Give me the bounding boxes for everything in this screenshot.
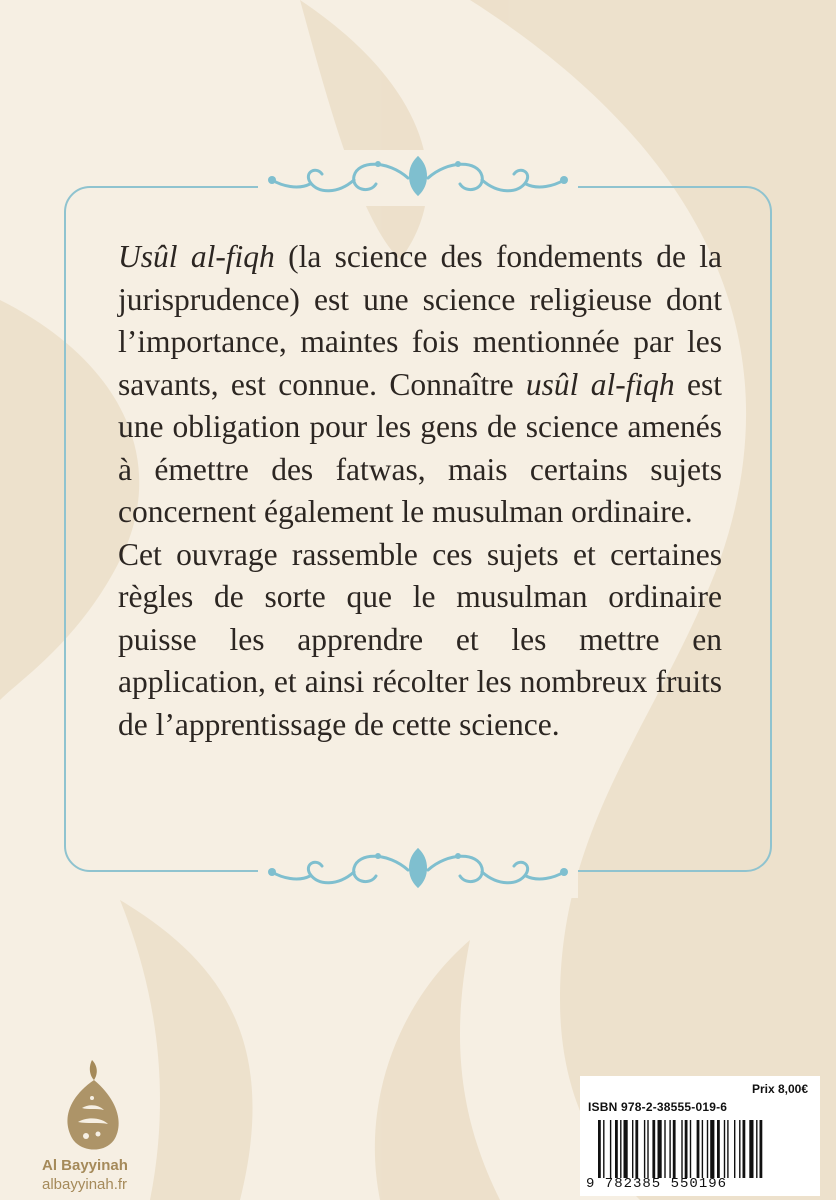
barcode-bar: [652, 1120, 655, 1178]
bottom-scroll-ornament: [258, 842, 578, 898]
publisher-name: Al Bayyinah: [42, 1157, 128, 1174]
publisher-brand: [42, 1156, 152, 1194]
publisher-url: albayyinah.fr: [42, 1176, 128, 1193]
barcode-bar: [760, 1120, 763, 1178]
barcode-bar: [724, 1120, 725, 1178]
blurb-text: (la science des fondements de la jurisprudence) est une science religieuse dont l’importance, maintes fois mentionnée par les savants, est connue. Connaître: [118, 239, 722, 402]
barcode-bars: [596, 1120, 812, 1178]
price-label: Prix 8,00€: [751, 1082, 808, 1096]
barcode-bar: [697, 1120, 700, 1178]
barcode-bar: [739, 1120, 740, 1178]
barcode-bar: [707, 1120, 708, 1178]
barcode-bar: [647, 1120, 648, 1178]
blurb-paragraph-1: [118, 236, 722, 534]
barcode-bar: [756, 1120, 757, 1178]
barcode-bar: [632, 1120, 633, 1178]
barcode-bar: [664, 1120, 665, 1178]
term-usul-al-fiqh: usûl al-fiqh: [525, 366, 675, 402]
barcode-bar: [727, 1120, 728, 1178]
barcode-bar: [635, 1120, 638, 1178]
barcode-bar: [702, 1120, 703, 1178]
barcode-bar: [624, 1120, 628, 1178]
barcode-bar: [743, 1120, 746, 1178]
barcode-bar: [717, 1120, 720, 1178]
barcode-bar: [690, 1120, 691, 1178]
barcode-label: [580, 1076, 820, 1196]
top-scroll-ornament: [258, 150, 578, 206]
al-bayyinah-logo-icon: [48, 1058, 138, 1168]
barcode-bar: [620, 1120, 621, 1178]
blurb-paragraph-2: Cet ouvrage rassemble ces sujets et certaines règles de sorte que le musulman ordinaire puisse les apprendre et les mettre en application, et ainsi récolter les nombreux fruits de l’apprentissage de cette science.: [118, 536, 722, 742]
term-usul-al-fiqh: Usûl al-fiqh: [118, 239, 275, 274]
blurb-text: est une obligation pour les gens de science amenés à émettre des fatwas, mais certains sujets concernent également le musulman ordinaire.: [118, 366, 722, 529]
barcode-bar: [749, 1120, 753, 1178]
barcode-bar: [685, 1120, 688, 1178]
barcode-bar: [681, 1120, 682, 1178]
barcode-bar: [658, 1120, 662, 1178]
barcode-bar: [610, 1120, 611, 1178]
barcode-bar: [710, 1120, 714, 1178]
barcode-bar: [669, 1120, 670, 1178]
isbn-label: ISBN 978-2-38555-019-6: [588, 1100, 728, 1114]
back-cover-blurb: [118, 236, 722, 746]
barcode-bar: [603, 1120, 604, 1178]
barcode-bar: [598, 1120, 601, 1178]
barcode-digits: 9 782385 550196: [586, 1176, 728, 1192]
barcode-bar: [673, 1120, 676, 1178]
barcode-bar: [734, 1120, 735, 1178]
barcode-bar: [615, 1120, 618, 1178]
barcode-bar: [644, 1120, 645, 1178]
